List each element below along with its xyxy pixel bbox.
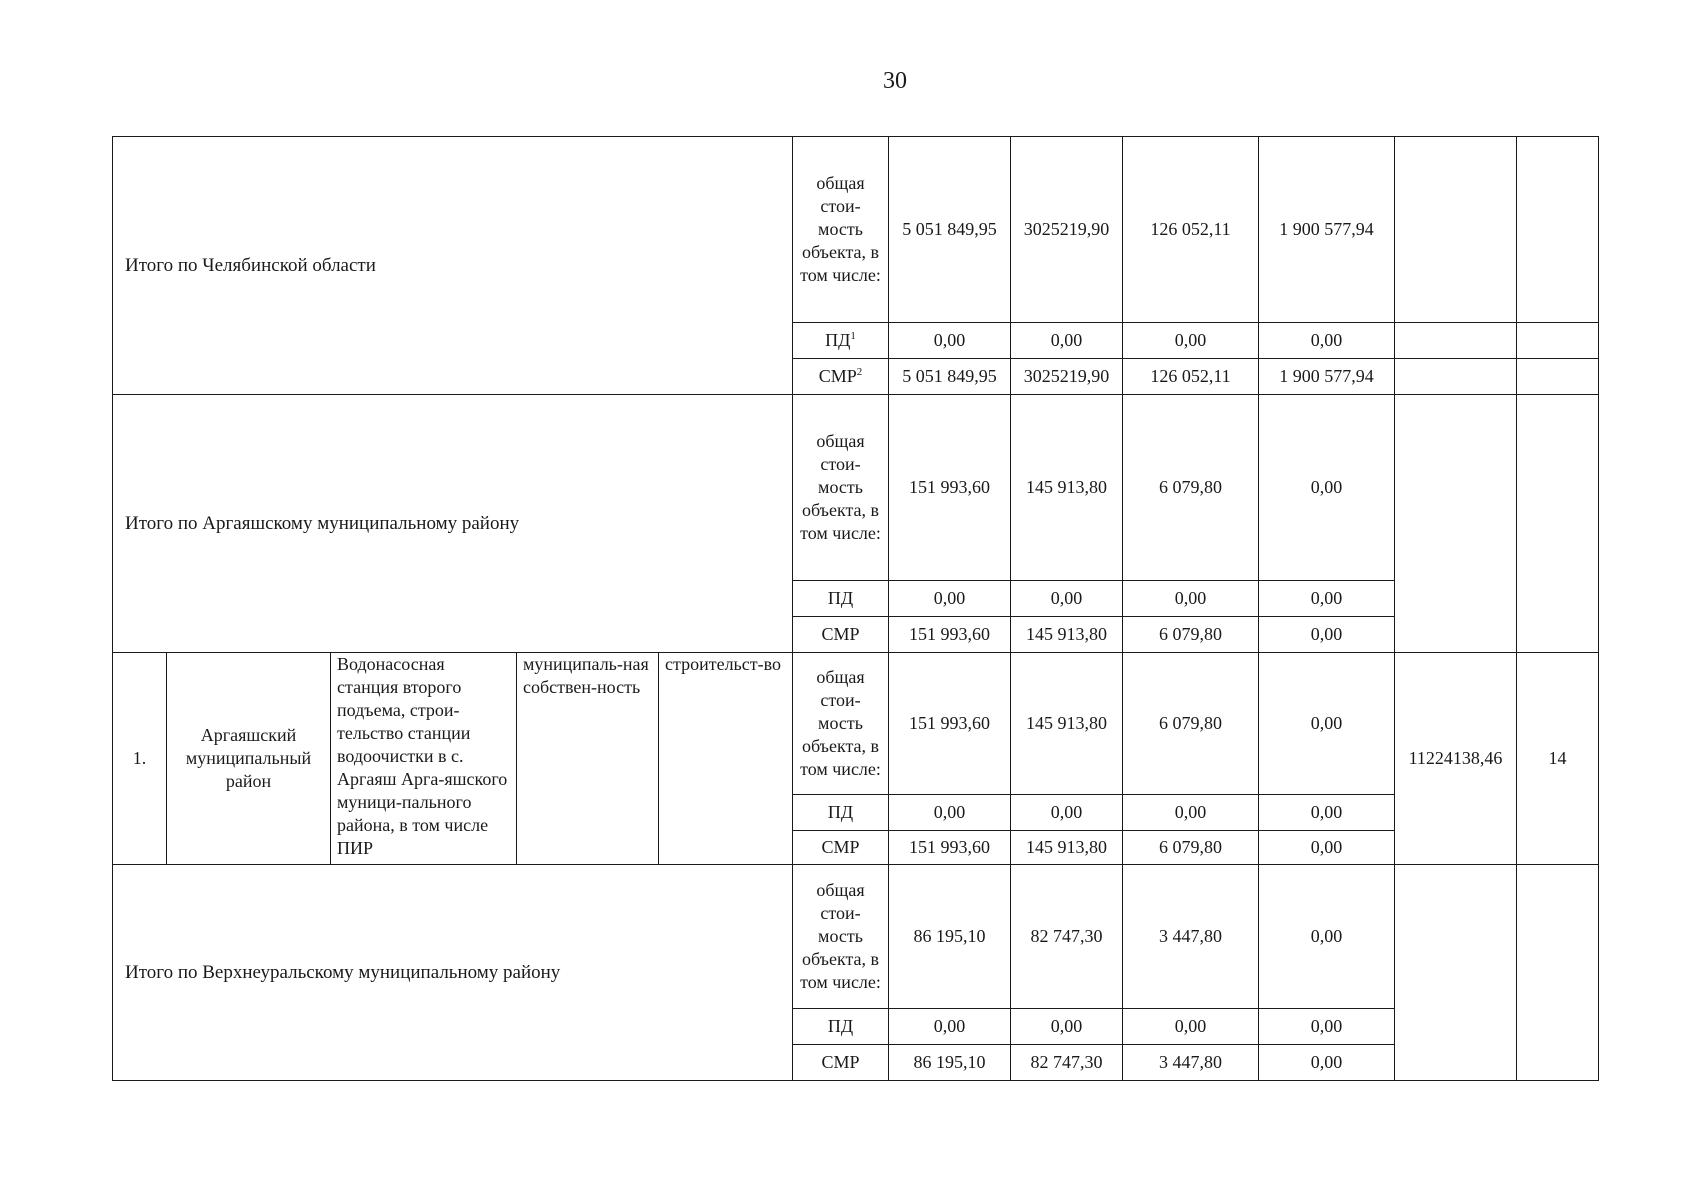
empty-cell	[1517, 395, 1599, 653]
value-cell: 6 079,80	[1123, 653, 1259, 795]
total-cost-label: общая стои-мость объекта, в том числе:	[793, 653, 889, 795]
value-cell: 3025219,90	[1011, 359, 1123, 395]
value-cell: 82 747,30	[1011, 865, 1123, 1009]
value-cell: 86 195,10	[889, 865, 1011, 1009]
smr-label: СМР	[793, 617, 889, 653]
value-cell: 0,00	[889, 323, 1011, 359]
value-cell: 151 993,60	[889, 395, 1011, 581]
empty-cell	[1395, 395, 1517, 653]
estimated-cost: 11224138,46	[1395, 653, 1517, 865]
value-cell: 0,00	[1259, 795, 1395, 831]
value-cell: 145 913,80	[1011, 653, 1123, 795]
pd-label: ПД	[793, 581, 889, 617]
value-cell: 0,00	[889, 795, 1011, 831]
value-cell: 145 913,80	[1011, 395, 1123, 581]
value-cell: 0,00	[1259, 1045, 1395, 1081]
smr-label: СМР$^2$	[793, 359, 889, 395]
total-cost-label: общая стои-мость объекта, в том числе:	[793, 865, 889, 1009]
value-cell: 0,00	[1123, 323, 1259, 359]
value-cell: 5 051 849,95	[889, 359, 1011, 395]
object-row	[113, 653, 1599, 795]
region-total-row	[113, 137, 1599, 323]
value-cell: 0,00	[1259, 323, 1395, 359]
value-cell: 0,00	[1259, 865, 1395, 1009]
value-cell: 3 447,80	[1123, 865, 1259, 1009]
value-cell: 151 993,60	[889, 831, 1011, 865]
value-cell: 1 900 577,94	[1259, 137, 1395, 323]
value-cell: 1 900 577,94	[1259, 359, 1395, 395]
empty-cell	[1517, 359, 1599, 395]
value-cell: 0,00	[1123, 795, 1259, 831]
value-cell: 0,00	[1011, 1009, 1123, 1045]
value-cell: 145 913,80	[1011, 617, 1123, 653]
value-cell: 0,00	[1259, 617, 1395, 653]
empty-cell	[1395, 359, 1517, 395]
region-total-title: Итого по Челябинской области	[113, 137, 793, 395]
value-cell: 5 051 849,95	[889, 137, 1011, 323]
value-cell: 145 913,80	[1011, 831, 1123, 865]
value-cell: 126 052,11	[1123, 137, 1259, 323]
total-cost-label: общая стои-мость объекта, в том числе:	[793, 137, 889, 323]
value-cell: 151 993,60	[889, 617, 1011, 653]
total-cost-label: общая стои-мость объекта, в том числе:	[793, 395, 889, 581]
value-cell: 0,00	[1011, 581, 1123, 617]
district-total-row	[113, 395, 1599, 581]
value-cell: 126 052,11	[1123, 359, 1259, 395]
value-cell: 0,00	[1259, 395, 1395, 581]
item-number: 1.	[113, 653, 167, 865]
value-cell: 86 195,10	[889, 1045, 1011, 1081]
value-cell: 151 993,60	[889, 653, 1011, 795]
value-cell: 3025219,90	[1011, 137, 1123, 323]
district-total-title: Итого по Верхнеуральскому муниципальному району	[113, 865, 793, 1081]
value-cell: 82 747,30	[1011, 1045, 1123, 1081]
value-cell: 0,00	[1123, 1009, 1259, 1045]
empty-cell	[1395, 137, 1517, 323]
empty-cell	[1517, 323, 1599, 359]
value-cell: 0,00	[889, 581, 1011, 617]
page-number: 30	[883, 68, 907, 94]
object-name: Водонасосная станция второго подъема, строи-тельство станции водоочистки в с. Аргаяш Арга-яшского муници-пального района, в том числе ПИР	[331, 653, 517, 865]
empty-cell	[1517, 865, 1599, 1081]
value-cell: 0,00	[1259, 653, 1395, 795]
empty-cell	[1517, 137, 1599, 323]
district-total-row	[113, 865, 1599, 1009]
ownership-form: муниципаль-ная собствен-ность	[517, 653, 659, 865]
empty-cell	[1395, 323, 1517, 359]
value-cell: 0,00	[1259, 831, 1395, 865]
value-cell: 6 079,80	[1123, 831, 1259, 865]
district-total-title: Итого по Аргаяшскому муниципальному району	[113, 395, 793, 653]
value-cell: 0,00	[1123, 581, 1259, 617]
value-cell: 6 079,80	[1123, 395, 1259, 581]
value-cell: 0,00	[1011, 795, 1123, 831]
smr-label: СМР	[793, 831, 889, 865]
empty-cell	[1395, 865, 1517, 1081]
value-cell: 0,00	[889, 1009, 1011, 1045]
capacity-value: 14	[1517, 653, 1599, 865]
pd-label: ПД	[793, 795, 889, 831]
pd-label: ПД	[793, 1009, 889, 1045]
smr-label: СМР	[793, 1045, 889, 1081]
district-name: Аргаяшский муниципальный район	[167, 653, 331, 865]
financing-table	[112, 136, 1599, 1081]
value-cell: 3 447,80	[1123, 1045, 1259, 1081]
value-cell: 0,00	[1259, 581, 1395, 617]
value-cell: 0,00	[1259, 1009, 1395, 1045]
work-type: строительст-во	[659, 653, 793, 865]
value-cell: 6 079,80	[1123, 617, 1259, 653]
pd-label: $ПД^1$	[793, 323, 889, 359]
value-cell: 0,00	[1011, 323, 1123, 359]
